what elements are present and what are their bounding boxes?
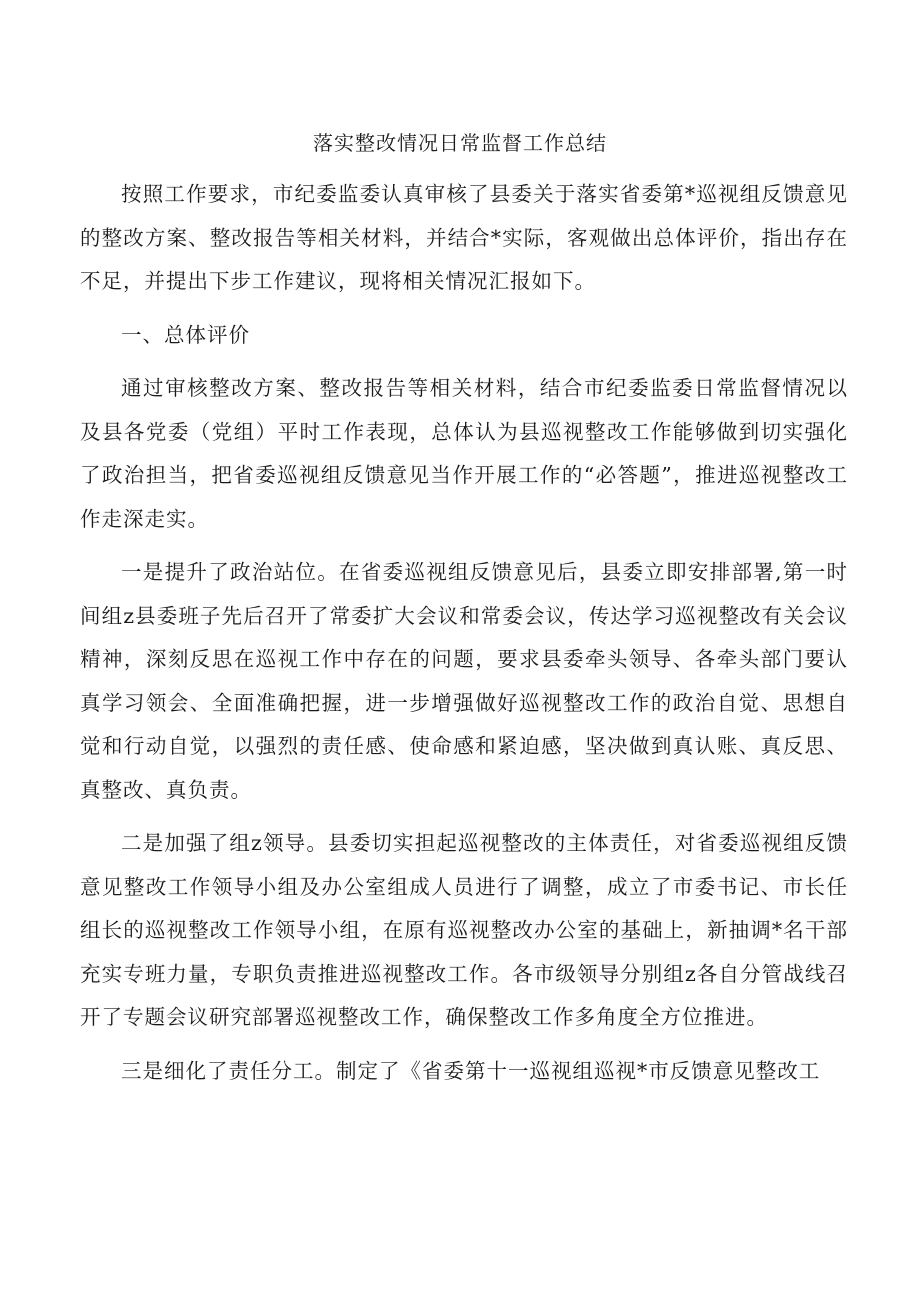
overall-evaluation-paragraph: 通过审核整改方案、整改报告等相关材料，结合市纪委监委日常监督情况以及县各党委（党组）平时工作表现，总体认为县巡视整改工作能够做到切实强化了政治担当，把省委巡视组反馈意见当作开展工作的“必答题”，推进巡视整改工作走深走实。 [80, 376, 848, 531]
point-three-paragraph: 三是细化了责任分工。制定了《省委第十一巡视组巡视*市反馈意见整改工 [121, 1058, 821, 1083]
point-two-paragraph: 二是加强了组z领导。县委切实担起巡视整改的主体责任，对省委巡视组反馈意见整改工作领导小组及办公室组成人员进行了调整，成立了市委书记、市长任组长的巡视整改工作领导小组，在原有巡视整改办公室的基础上，新抽调*名干部充实专班力量，专职负责推进巡视整改工作。各市级领导分别组z各自分管战线召开了专题会议研究部署巡视整改工作，确保整改工作多角度全方位推进。 [80, 831, 848, 1029]
section-heading-overall-evaluation: 一、总体评价 [121, 322, 250, 347]
document-body [80, 173, 848, 1103]
point-one-paragraph: 一是提升了政治站位。在省委巡视组反馈意见后，县委立即安排部署,第一时间组z县委班子先后召开了常委扩大会议和常委会议，传达学习巡视整改有关会议精神，深刻反思在巡视工作中存在的问题，要求县委牵头领导、各牵头部门要认真学习领会、全面准确把握，进一步增强做好巡视整改工作的政治自觉、思想自觉和行动自觉，以强烈的责任感、使命感和紧迫感，坚决做到真认账、真反思、真整改、真负责。 [80, 560, 848, 802]
intro-paragraph: 按照工作要求，市纪委监委认真审核了县委关于落实省委第*巡视组反馈意见的整改方案、整改报告等相关材料，并结合*实际，客观做出总体评价，指出存在不足，并提出下步工作建议，现将相关情况汇报如下。 [80, 182, 848, 293]
document-title: 落实整改情况日常监督工作总结 [313, 131, 607, 155]
